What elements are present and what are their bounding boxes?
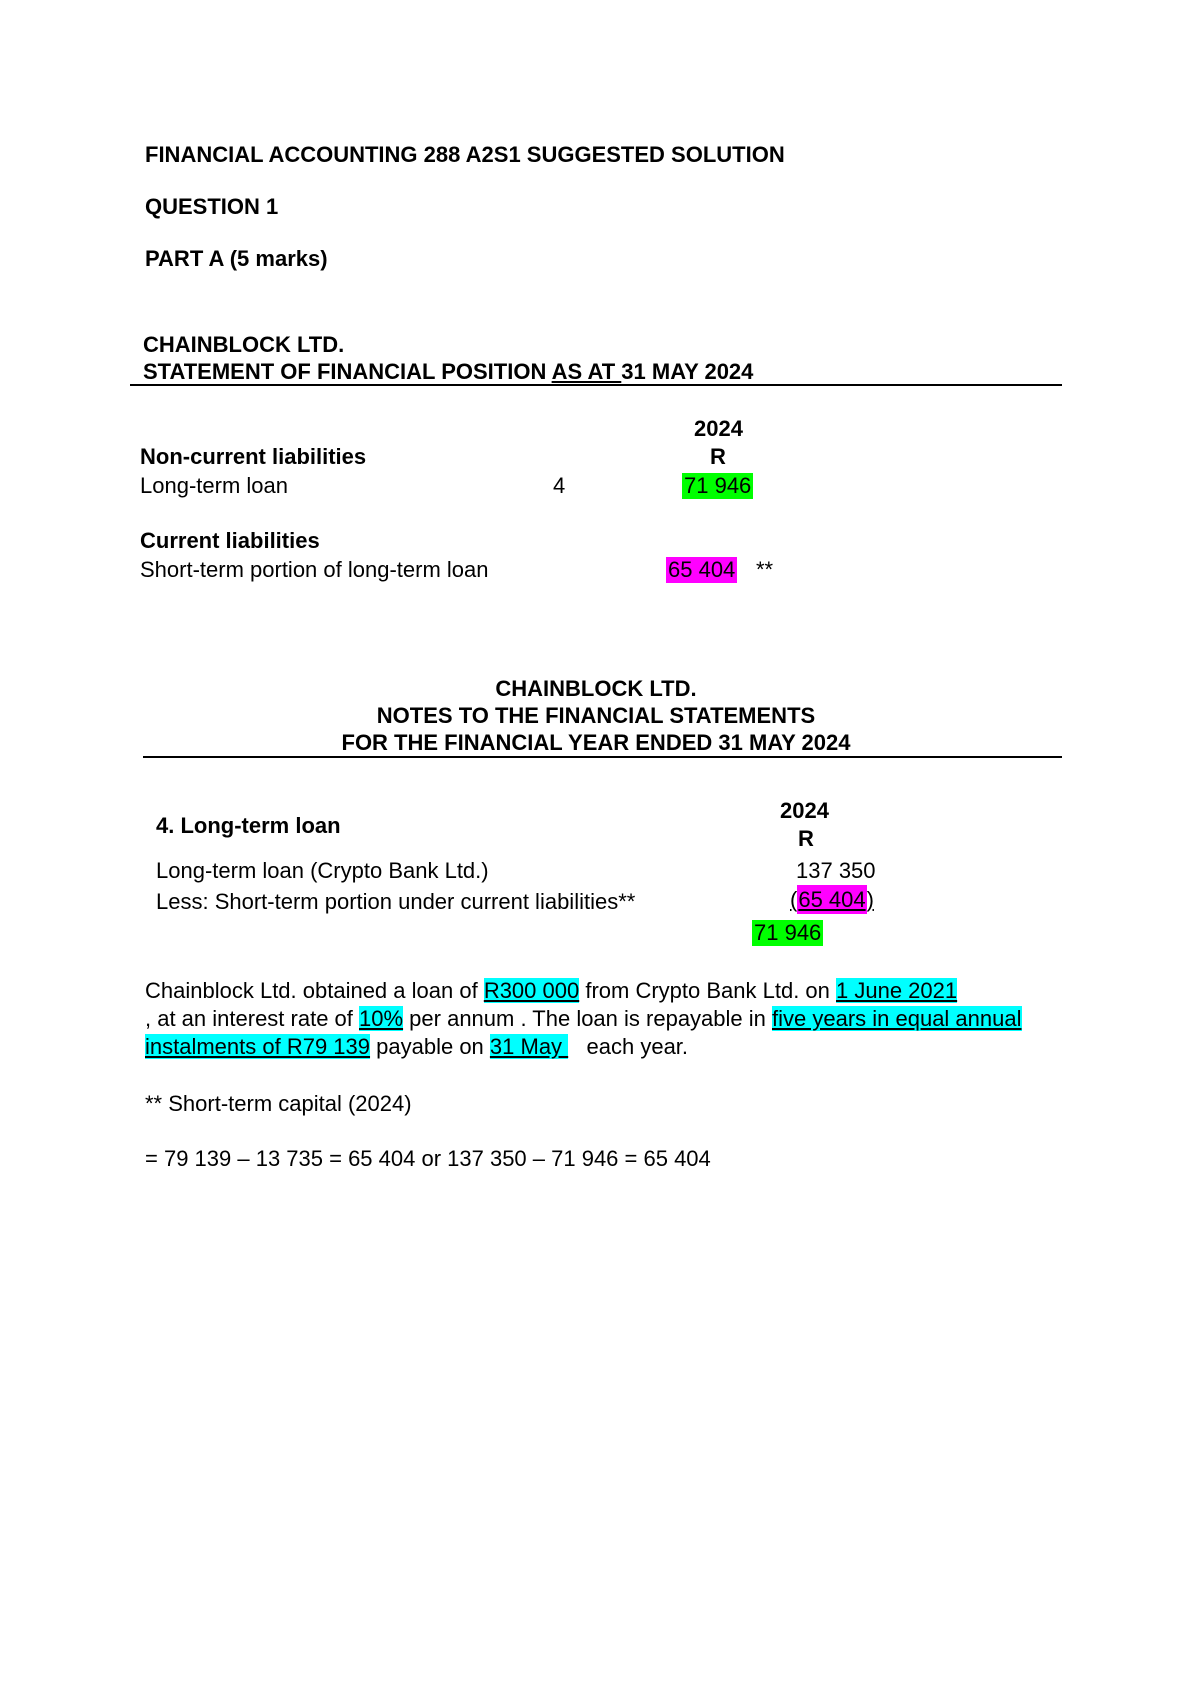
document-title: FINANCIAL ACCOUNTING 288 A2S1 SUGGESTED SOLUTION — [145, 142, 785, 167]
desc-part-1: Chainblock Ltd. obtained a loan of — [145, 978, 484, 1003]
ltl-note-ref: 4 — [553, 473, 566, 498]
stp-value: 65 404 — [668, 557, 736, 582]
stp-footnote-mark: ** — [756, 557, 774, 582]
note-row-less-label: Less: Short-term portion under current liabilities** — [156, 889, 636, 914]
note-row-less-value — [790, 889, 874, 911]
ncl-heading: Non-current liabilities — [140, 444, 367, 469]
notes-year-header: 2024 — [780, 798, 829, 823]
desc-part-5: payable on — [370, 1034, 490, 1059]
sofp-currency-header: R — [710, 444, 726, 469]
ltl-label: Long-term loan — [140, 473, 288, 498]
calc-formula: = 79 139 – 13 735 = 65 404 or 137 350 – 71 946 = 65 404 — [145, 1146, 711, 1171]
sofp-title-asat: AS AT — [551, 359, 622, 384]
note-total-value: 71 946 — [754, 920, 822, 945]
ltl-value: 71 946 — [684, 473, 752, 498]
desc-part-3: , at an interest rate of — [145, 1006, 360, 1031]
sofp-title-pre: STATEMENT OF FINANCIAL POSITION — [143, 359, 552, 384]
desc-part-2: from Crypto Bank Ltd. on — [579, 978, 837, 1003]
stp-label: Short-term portion of long-term loan — [140, 557, 489, 582]
sofp-divider — [130, 384, 1062, 386]
sofp-company: CHAINBLOCK LTD. — [143, 332, 345, 357]
calc-heading: ** Short-term capital (2024) — [145, 1091, 412, 1116]
desc-date: 1 June 2021 — [836, 978, 958, 1003]
notes-currency-header: R — [798, 826, 814, 851]
desc-rate: 10% — [359, 1006, 404, 1031]
note-row-loan-value: 137 350 — [796, 858, 876, 883]
part-label: PART A (5 marks) — [145, 246, 328, 271]
desc-terms: five years in equal annual instalments of R79 139 — [145, 1006, 1022, 1059]
notes-period: FOR THE FINANCIAL YEAR ENDED 31 MAY 2024 — [341, 730, 851, 755]
sofp-year-header: 2024 — [694, 416, 743, 441]
note-row-less-close: ) — [866, 887, 874, 912]
notes-divider — [143, 756, 1062, 758]
cl-heading: Current liabilities — [140, 528, 320, 553]
note-row-less-amount: 65 404 — [798, 887, 866, 912]
desc-amount: R300 000 — [483, 978, 580, 1003]
desc-part-6: each year. — [568, 1034, 689, 1059]
sofp-title — [143, 361, 753, 383]
sofp-title-date: 31 MAY 2024 — [621, 359, 754, 384]
note-row-loan-label: Long-term loan (Crypto Bank Ltd.) — [156, 858, 489, 883]
question-label: QUESTION 1 — [145, 194, 279, 219]
notes-company: CHAINBLOCK LTD. — [495, 676, 697, 701]
desc-paydate: 31 May — [489, 1034, 569, 1059]
loan-description — [145, 977, 1060, 1061]
desc-part-4: per annum . The loan is repayable in — [403, 1006, 772, 1031]
note-heading: 4. Long-term loan — [156, 813, 341, 838]
note-row-less-open: ( — [790, 887, 798, 912]
notes-title: NOTES TO THE FINANCIAL STATEMENTS — [376, 703, 816, 728]
